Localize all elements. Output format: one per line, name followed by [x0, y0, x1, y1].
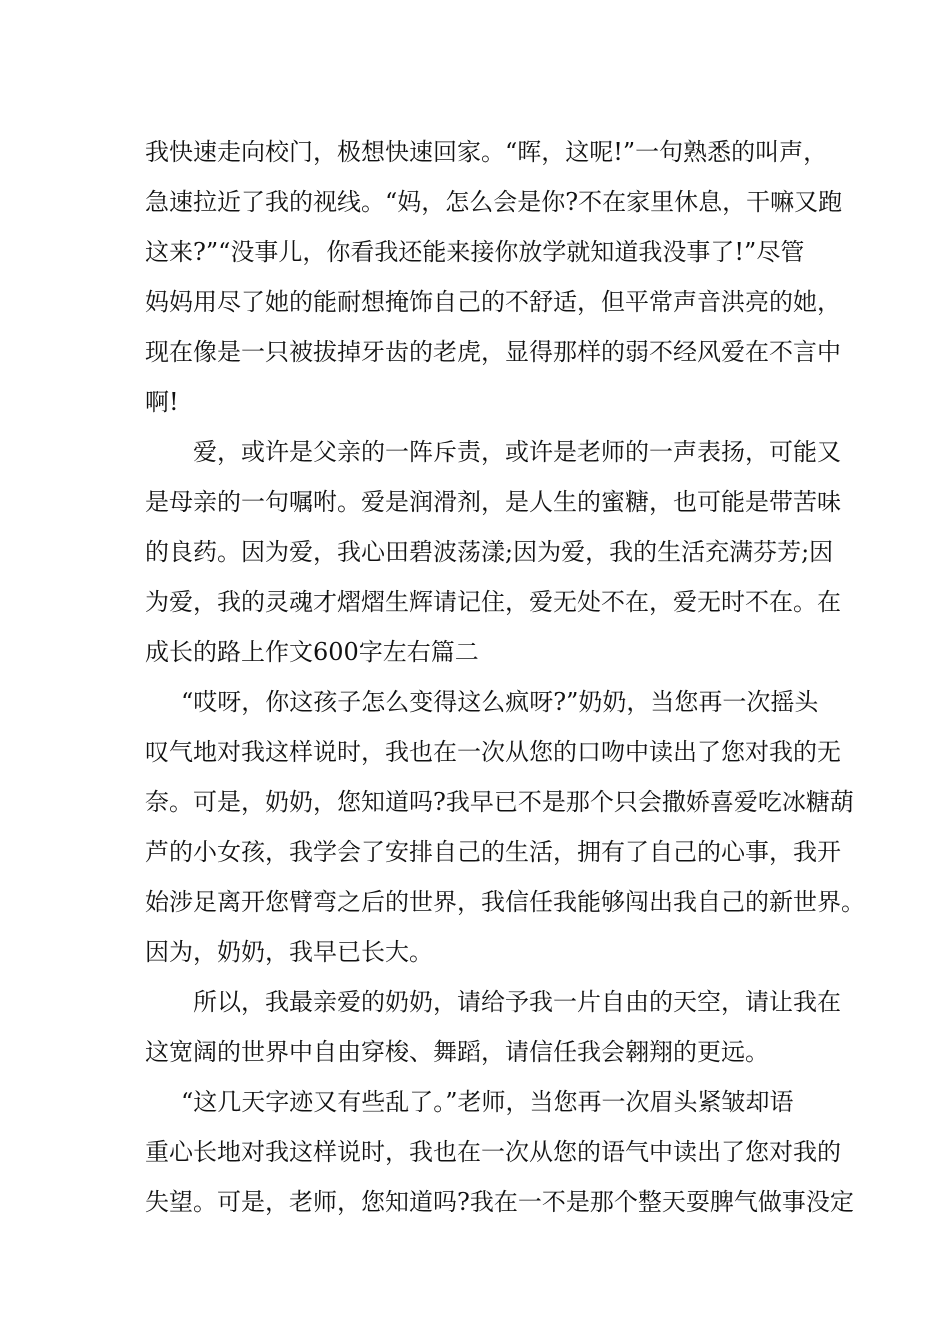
text-line: 芦的小女孩，我学会了安排自己的生活，拥有了自己的心事，我开	[145, 838, 841, 866]
text-line: 现在像是一只被拔掉牙齿的老虎，显得那样的弱不经风爱在不言中	[145, 338, 841, 366]
essay-text	[145, 127, 865, 1227]
text-line: 因为，奶奶，我早已长大。	[145, 938, 433, 966]
paragraph-first-line: “这几天字迹又有些乱了。”老师，当您再一次眉头紧皱却语	[181, 1088, 794, 1116]
paragraph-first-line: 爱，或许是父亲的一阵斥责，或许是老师的一声表扬，可能又	[193, 438, 841, 466]
text-line: 我快速走向校门，极想快速回家。“晖，这呢!”一句熟悉的叫声，	[145, 138, 828, 166]
text-line: 叹气地对我这样说时，我也在一次从您的口吻中读出了您对我的无	[145, 738, 841, 766]
text-line: 奈。可是，奶奶，您知道吗?我早已不是那个只会撒娇喜爱吃冰糖葫	[145, 788, 854, 816]
paragraph-first-line: “哎呀，你这孩子怎么变得这么疯呀?”奶奶，当您再一次摇头	[181, 688, 819, 716]
text-line: 始涉足离开您臂弯之后的世界，我信任我能够闯出我自己的新世界。	[145, 888, 865, 916]
text-line: 失望。可是，老师，您知道吗?我在一不是那个整天耍脾气做事没定	[145, 1188, 854, 1216]
section-heading: 成长的路上作文600字左右篇二	[145, 638, 479, 666]
text-line: 啊!	[145, 388, 179, 416]
paragraph-first-line: 所以，我最亲爱的奶奶，请给予我一片自由的天空，请让我在	[193, 988, 841, 1016]
text-line: 急速拉近了我的视线。“妈，怎么会是你?不在家里休息，干嘛又跑	[145, 188, 843, 216]
text-line: 妈妈用尽了她的能耐想掩饰自己的不舒适，但平常声音洪亮的她，	[145, 288, 841, 316]
text-line: 为爱，我的灵魂才熠熠生辉请记住，爱无处不在，爱无时不在。在	[145, 588, 841, 616]
text-line: 的良药。因为爱，我心田碧波荡漾;因为爱，我的生活充满芬芳;因	[145, 538, 834, 566]
text-line: 这来?”“没事儿，你看我还能来接你放学就知道我没事了!”尽管	[145, 238, 805, 266]
text-line: 是母亲的一句嘱咐。爱是润滑剂，是人生的蜜糖，也可能是带苦味	[145, 488, 841, 516]
text-line: 这宽阔的世界中自由穿梭、舞蹈，请信任我会翱翔的更远。	[145, 1038, 769, 1066]
text-line: 重心长地对我这样说时，我也在一次从您的语气中读出了您对我的	[145, 1138, 841, 1166]
